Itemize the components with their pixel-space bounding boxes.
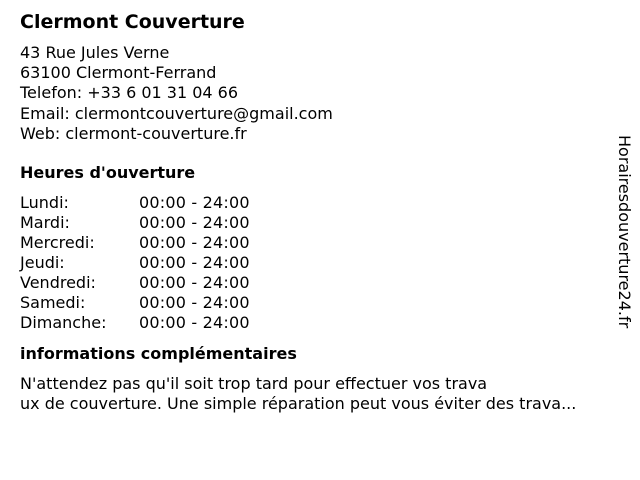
day-label: Jeudi: xyxy=(20,253,65,273)
day-label: Dimanche: xyxy=(20,313,107,333)
phone-line: Telefon: +33 6 01 31 04 66 xyxy=(20,83,239,103)
web-line: Web: clermont-couverture.fr xyxy=(20,123,247,143)
time-range: 00:00 - 24:00 xyxy=(139,273,250,293)
hours-row-thursday xyxy=(20,253,620,273)
business-name: Clermont Couverture xyxy=(20,11,245,33)
hours-row-tuesday xyxy=(20,213,620,233)
time-range: 00:00 - 24:00 xyxy=(139,293,250,313)
day-label: Mardi: xyxy=(20,213,70,233)
hours-row-friday xyxy=(20,273,620,293)
time-range: 00:00 - 24:00 xyxy=(139,213,250,233)
hours-row-saturday xyxy=(20,293,620,313)
hours-row-sunday xyxy=(20,313,620,333)
side-brand-watermark: Horairesdouverture24.fr xyxy=(615,135,634,329)
hours-row-wednesday xyxy=(20,233,620,253)
opening-hours-table xyxy=(20,193,620,333)
time-range: 00:00 - 24:00 xyxy=(139,313,250,333)
email-line: Email: clermontcouverture@gmail.com xyxy=(20,103,333,123)
day-label: Vendredi: xyxy=(20,273,96,293)
hours-row-monday xyxy=(20,193,620,213)
info-line-1: N'attendez pas qu'il soit trop tard pour effectuer vos trava xyxy=(20,374,488,394)
time-range: 00:00 - 24:00 xyxy=(139,233,250,253)
contact-block xyxy=(20,43,620,144)
city-address: 63100 Clermont-Ferrand xyxy=(20,63,217,83)
opening-hours-title: Heures d'ouverture xyxy=(20,163,196,183)
day-label: Lundi: xyxy=(20,193,69,213)
time-range: 00:00 - 24:00 xyxy=(139,253,250,273)
business-card xyxy=(20,10,620,414)
info-line-2: ux de couverture. Une simple réparation peut vous éviter des trava... xyxy=(20,394,577,414)
additional-info-title: informations complémentaires xyxy=(20,344,297,364)
additional-info-text xyxy=(20,374,620,414)
time-range: 00:00 - 24:00 xyxy=(139,193,250,213)
day-label: Samedi: xyxy=(20,293,86,313)
street-address: 43 Rue Jules Verne xyxy=(20,43,170,62)
day-label: Mercredi: xyxy=(20,233,95,253)
